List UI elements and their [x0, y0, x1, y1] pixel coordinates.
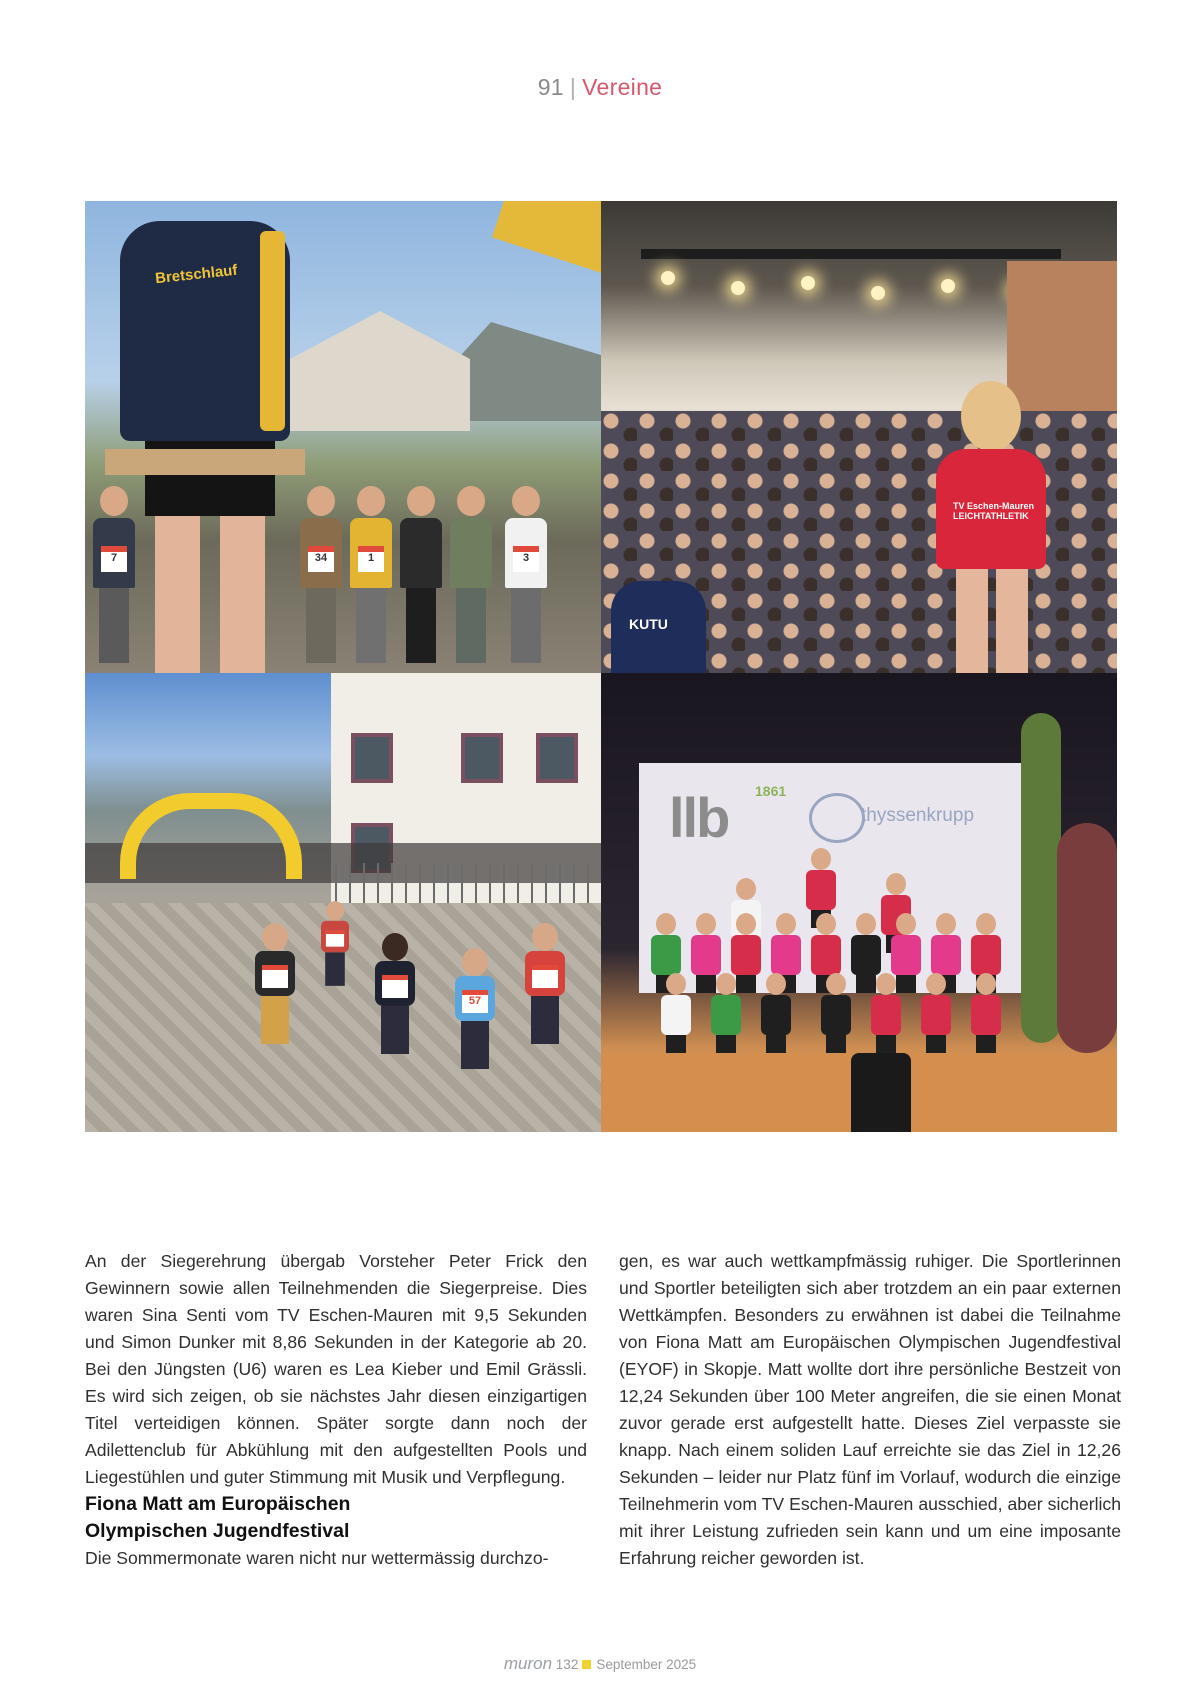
girl-figure [931, 381, 1051, 673]
runner-figure [375, 933, 415, 1054]
issue-number: 132 [555, 1657, 579, 1672]
magazine-brand: muron [503, 1654, 553, 1673]
article-subheading [85, 1491, 587, 1545]
article-paragraph: An der Siegerehrung übergab Vorsteher Peter Frick den Gewinnern sowie allen Teilnehmenden die Siegerpreise. Dies waren Sina Senti vom TV Eschen-Mauren mit 9,5 Sekunden und Simon Dunker mit 8,86 Sekunden in der Kategorie ab 20. Bei den Jüngsten (U6) waren es Lea Kieber und Emil Grässli. Es wird sich zeigen, ob sie nächstes Jahr diesen einzigartigen Titel verteidigen können. Später sorgte dann noch der Adilettenclub für Abkühlung mit den aufgestellten Pools und Liegestühlen und guter Stimmung mit Musik und Verpflegung. [85, 1251, 587, 1487]
bib-number: 1 [367, 552, 375, 564]
photo-hall-ceremony [601, 201, 1117, 673]
stage-light [941, 279, 955, 293]
article-paragraph: Die Sommermonate waren nicht nur wettermässig durchzo- [85, 1548, 549, 1568]
child-figure [400, 486, 442, 663]
runner-figure [255, 923, 295, 1044]
stage-light [801, 276, 815, 290]
photo-stage-group [601, 673, 1117, 1132]
child-figure [350, 486, 392, 663]
decor-tree [1021, 713, 1061, 1043]
subheading-line: Fiona Matt am Europäischen [85, 1493, 351, 1515]
stage-light [731, 281, 745, 295]
lighting-truss [641, 249, 1061, 259]
runner-figure [321, 901, 349, 986]
bib-number: 34 [314, 552, 328, 564]
bib-number: 7 [110, 552, 118, 564]
athlete-figure [971, 973, 1001, 1053]
finish-arch [120, 793, 302, 879]
bib-number: 3 [522, 552, 530, 564]
finish-arch-corner [492, 201, 601, 281]
athlete-figure [711, 973, 741, 1053]
runner-figure [455, 948, 495, 1069]
article-paragraph: gen, es war auch wettkampfmässig ruhiger. Die Sportlerinnen und Sportler beteiligten sich aber trotzdem an ein paar externen Wettkämpfen. Besonders zu erwähnen ist dabei die Teilnahme von Fiona Matt am Europäischen Olympischen Jugendfestival (EYOF) in Skopje. Matt wollte dort ihre persönliche Bestzeit von 12,24 Sekunden über 100 Meter angreifen, die sie einen Monat zuvor gerade erst aufgestellt hatte. Dieses Ziel verpasste sie knapp. Nach einem soliden Lauf erreichte sie das Ziel in 12,26 Sekunden – leider nur Platz fünf im Vorlauf, wodurch die einzige Teilnehmerin vom TV Eschen-Mauren ausschied, aber sicherlich mit ihrer Leistung zufrieden sein kann und um eine imposante Erfahrung reicher geworden ist. [619, 1251, 1121, 1568]
page-number: 91 [537, 74, 564, 100]
athlete-figure [821, 973, 851, 1053]
stage-light [661, 271, 675, 285]
header-separator: | [569, 74, 577, 100]
photo-grid [85, 201, 1117, 1132]
photo-award-lineup [85, 201, 601, 673]
stage-speaker [851, 1053, 911, 1132]
child-figure [300, 486, 342, 663]
footer-square-icon [582, 1660, 591, 1669]
runner-figure [525, 923, 565, 1044]
shirt-print: Bretschlauf [154, 261, 239, 288]
article-column-left [85, 1248, 587, 1572]
official-figure [110, 201, 300, 673]
sponsor-year: 1861 [755, 783, 787, 799]
athlete-figure [921, 973, 951, 1053]
page-header [0, 74, 1200, 101]
stage-light [871, 286, 885, 300]
section-title: Vereine [582, 74, 663, 100]
child-figure [450, 486, 492, 663]
award-plaque [105, 449, 305, 475]
sponsor-rings-icon [809, 793, 865, 843]
athlete-figure [761, 973, 791, 1053]
kutu-shirt [611, 581, 706, 673]
photo-running-race [85, 673, 601, 1132]
decor-plant [1057, 823, 1117, 1053]
house-shape [290, 311, 470, 431]
subheading-line: Olympischen Jugendfestival [85, 1520, 350, 1542]
kutu-label: KUTU [629, 616, 668, 632]
athlete-figure [871, 973, 901, 1053]
athlete-figure [661, 973, 691, 1053]
shirt-print: TV Eschen-Mauren LEICHTATHLETIK [953, 501, 1035, 521]
sponsor-logo-llb: llb [669, 786, 729, 849]
article-column-right [619, 1248, 1121, 1572]
bib-number: 57 [468, 995, 482, 1007]
sponsor-name: thyssenkrupp [861, 805, 975, 826]
child-figure [505, 486, 547, 663]
issue-date: September 2025 [596, 1657, 697, 1672]
page-footer [0, 1654, 1200, 1674]
